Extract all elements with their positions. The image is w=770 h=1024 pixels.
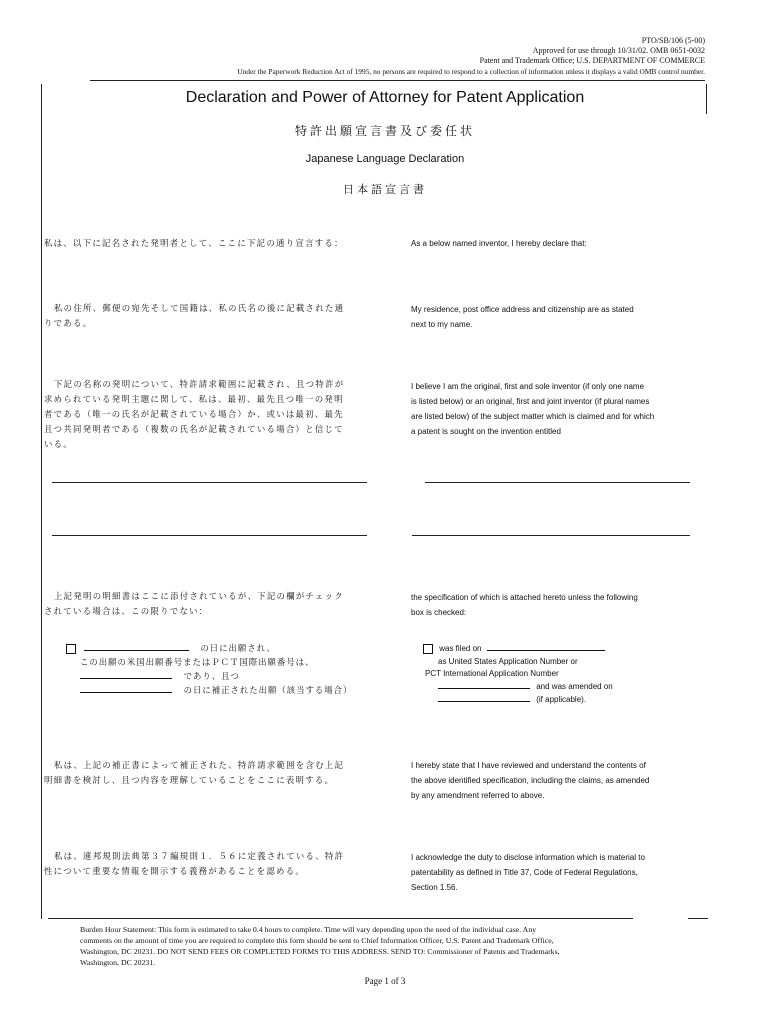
s3-jp-1: 下記の名称の発明について、特許請求範囲に記載され、且つ特許が bbox=[54, 379, 345, 389]
s4-en-1: the specification of which is attached hereto unless the following bbox=[411, 593, 638, 602]
title-jp-line-2[interactable] bbox=[52, 535, 367, 536]
subtitle: Japanese Language Declaration bbox=[305, 153, 465, 165]
form-id: PTO/SB/106 (5-00) bbox=[641, 36, 705, 45]
jp-filed-label: の日に出願され、 bbox=[200, 643, 276, 653]
s6-en-block bbox=[411, 850, 645, 895]
s4-jp-2: されている場合は、この限りでない： bbox=[44, 606, 209, 616]
s4-jp-block bbox=[44, 589, 384, 619]
jp-amended-label: の日に補正された出願（該当する場合） bbox=[183, 685, 353, 695]
en-filed-date-blank[interactable] bbox=[487, 642, 605, 651]
footer-rule bbox=[48, 918, 633, 919]
s5-jp-block bbox=[44, 758, 384, 788]
paperwork-line: Under the Paperwork Reduction Act of 1995, no persons are required to respond to a collection of information unless it displays a valid OMB control number. bbox=[237, 67, 705, 76]
jp-amended-blank[interactable] bbox=[80, 684, 172, 693]
title-en-line-1[interactable] bbox=[425, 482, 690, 483]
s4-en-block bbox=[411, 590, 638, 620]
en-pct-label: PCT International Application Number bbox=[425, 669, 559, 678]
burden-line-2: comments on the amount of time you are required to complete this form should be sent to Chief Information Officer, U.S. Patent and Trademark Office, bbox=[80, 936, 554, 945]
s3-jp-5: いる。 bbox=[44, 439, 74, 449]
page-title: Declaration and Power of Attorney for Patent Application bbox=[185, 89, 585, 106]
burden-statement bbox=[80, 924, 700, 968]
s5-en-2: the above identified specification, including the claims, as amended bbox=[411, 776, 650, 785]
burden-line-4: Washington, DC 20231. bbox=[80, 958, 156, 967]
s4-en-2: box is checked: bbox=[411, 608, 467, 617]
footer-rule-tick bbox=[688, 918, 708, 919]
en-filed-row bbox=[423, 642, 605, 655]
jp-filed-row bbox=[66, 641, 276, 656]
s1-en: As a below named inventor, I hereby declare that: bbox=[411, 239, 587, 248]
en-amended-label: and was amended on bbox=[536, 682, 613, 691]
s6-en-3: Section 1.56. bbox=[411, 883, 458, 892]
jp-appnum-blank[interactable] bbox=[80, 670, 172, 679]
s3-jp-2: 求められている発明主題に関して、私は、最初、最先且つ唯一の発明 bbox=[44, 394, 344, 404]
s3-en-2: is listed below) or an original, first and joint inventor (if plural names bbox=[411, 397, 650, 406]
header-rule bbox=[90, 80, 705, 81]
jp-amended-row bbox=[80, 683, 352, 698]
s3-jp-3: 者である（唯一の氏名が記載されている場合）か、或いは最初、最先 bbox=[44, 409, 344, 419]
s1-jp: 私は、以下に記名された発明者として、ここに下記の通り宣言する： bbox=[44, 238, 344, 248]
page-number: Page 1 of 3 bbox=[364, 976, 406, 986]
burden-line-3: Washington, DC 20231. DO NOT SEND FEES OR COMPLETED FORMS TO THIS ADDRESS. SEND TO: Commissioner of Patents and Trademarks, bbox=[80, 947, 560, 956]
left-margin-line bbox=[41, 84, 42, 919]
jp-filed-checkbox[interactable] bbox=[66, 644, 76, 654]
page-title-jp: 特許出願宣言書及び委任状 bbox=[294, 124, 475, 138]
s3-jp-block bbox=[44, 377, 384, 452]
s5-en-3: by any amendment referred to above. bbox=[411, 791, 545, 800]
burden-line-1: Burden Hour Statement: This form is estimated to take 0.4 hours to complete. Time will vary depending upon the need of the individual case. Any bbox=[80, 925, 537, 934]
en-filed-checkbox[interactable] bbox=[423, 644, 433, 654]
s2-en-block bbox=[411, 302, 634, 332]
en-appnum-label: as United States Application Number or bbox=[438, 657, 578, 666]
s4-jp-1: 上記発明の明細書はここに添付されているが、下記の欄がチェック bbox=[54, 591, 344, 601]
s6-jp-2: 性について重要な情報を開示する義務があることを認める。 bbox=[44, 866, 306, 876]
en-applicable-label: (if applicable). bbox=[536, 695, 587, 704]
en-amended-date-blank[interactable] bbox=[438, 693, 530, 702]
s2-jp-1: 私の住所、郵便の宛先そして国籍は、私の氏名の後に記載された通 bbox=[54, 303, 345, 313]
en-filed-label: was filed on bbox=[439, 644, 482, 653]
subtitle-jp: 日本語宣言書 bbox=[343, 183, 427, 196]
en-appnum-blank[interactable] bbox=[438, 680, 530, 689]
s6-en-2: patentability as defined in Title 37, Code of Federal Regulations, bbox=[411, 868, 638, 877]
s6-jp-1: 私は、連邦規則法典第３７編規則１．５６に定義されている、特許 bbox=[54, 851, 345, 861]
s2-en-2: next to my name. bbox=[411, 320, 473, 329]
title-jp-line-1[interactable] bbox=[52, 482, 367, 483]
jp-appnum-label: この出願の米国出願番号またはＰＣＴ国際出願番号は、 bbox=[80, 657, 315, 667]
s5-jp-2: 明細書を検討し、且つ内容を理解していることをここに表明する。 bbox=[44, 775, 335, 785]
jp-appnum-tail: であり、且つ bbox=[183, 671, 240, 681]
jp-filed-date-blank[interactable] bbox=[84, 642, 189, 651]
s5-en-1: I hereby state that I have reviewed and understand the contents of bbox=[411, 761, 646, 770]
s2-en-1: My residence, post office address and citizenship are as stated bbox=[411, 305, 634, 314]
s6-en-1: I acknowledge the duty to disclose information which is material to bbox=[411, 853, 645, 862]
s2-jp-2: りである。 bbox=[44, 318, 93, 328]
s5-en-block bbox=[411, 758, 649, 803]
en-amended-row bbox=[438, 680, 613, 693]
s3-jp-4: 且つ共同発明者である（複数の氏名が記載されている場合）と信じて bbox=[44, 424, 344, 434]
jp-appnum-row bbox=[80, 669, 240, 684]
en-applicable-row bbox=[438, 693, 586, 706]
s3-en-block bbox=[411, 379, 654, 439]
s6-jp-block bbox=[44, 849, 384, 879]
s2-jp-block bbox=[44, 301, 384, 331]
approval-line: Approved for use through 10/31/02. OMB 0651-0032 bbox=[532, 46, 705, 55]
s5-jp-1: 私は、上記の補正書によって補正された、特許請求範囲を含む上記 bbox=[54, 760, 345, 770]
s3-en-1: I believe I am the original, first and sole inventor (if only one name bbox=[411, 382, 645, 391]
s3-en-3: are listed below) of the subject matter which is claimed and for which bbox=[411, 412, 655, 421]
agency-line: Patent and Trademark Office; U.S. DEPARTMENT OF COMMERCE bbox=[479, 56, 705, 65]
title-en-line-2[interactable] bbox=[412, 535, 690, 536]
s3-en-4: a patent is sought on the invention entitled bbox=[411, 427, 561, 436]
